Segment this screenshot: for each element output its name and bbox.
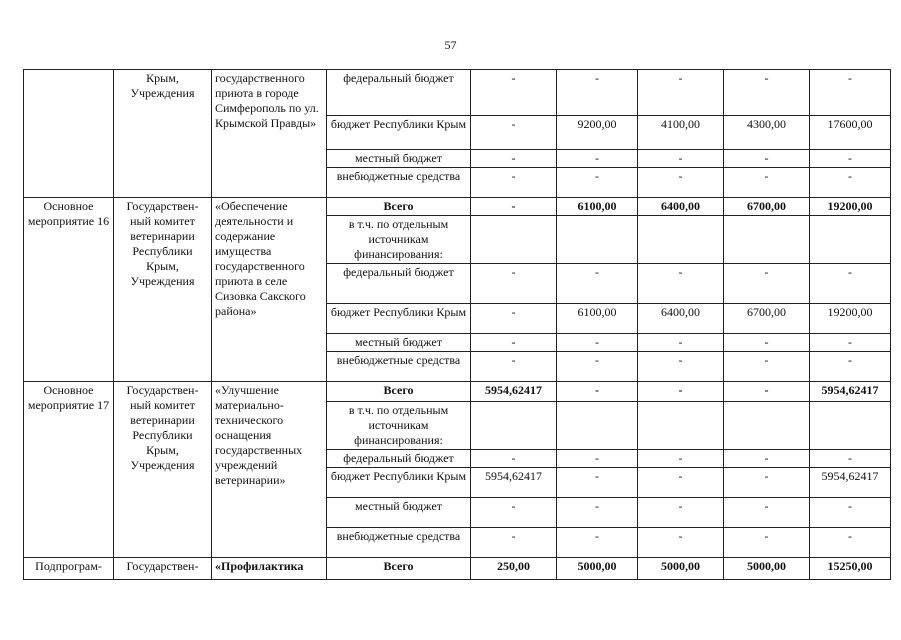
amount-cell: -: [471, 70, 557, 116]
amount-cell: 6100,00: [557, 198, 638, 216]
executor-cell: Государствен-ный комитет ветеринарии Республики Крым, Учреждения: [114, 198, 212, 382]
amount-cell: -: [724, 334, 810, 352]
measure-cell: Основное мероприятие 16: [24, 198, 114, 382]
amount-cell: -: [471, 352, 557, 382]
amount-cell: -: [557, 168, 638, 198]
amount-cell: 4300,00: [724, 116, 810, 150]
amount-cell: 6400,00: [638, 304, 724, 334]
executor-cell: Крым, Учреждения: [114, 70, 212, 198]
amount-cell: 6100,00: [557, 304, 638, 334]
amount-cell: 9200,00: [557, 116, 638, 150]
executor-cell: Государствен-: [114, 558, 212, 580]
title-cell: «Обеспечение деятельности и содержание имущества государственного приюта в селе Сизовка Сакского района»: [212, 198, 327, 382]
amount-cell: -: [724, 382, 810, 402]
amount-cell: 5954,62417: [810, 468, 891, 498]
measure-cell: Основное мероприятие 17: [24, 382, 114, 558]
title-cell: государственного приюта в городе Симферополь по ул. Крымской Правды»: [212, 70, 327, 198]
amount-cell: -: [557, 352, 638, 382]
amount-cell: -: [810, 334, 891, 352]
funding-source-cell: Всего: [327, 198, 471, 216]
title-cell: «Профилактика: [212, 558, 327, 580]
funding-source-cell: внебюджетные средства: [327, 352, 471, 382]
funding-source-cell: внебюджетные средства: [327, 528, 471, 558]
page-number: 57: [444, 38, 457, 52]
amount-cell: 19200,00: [810, 198, 891, 216]
amount-cell: [810, 402, 891, 450]
amount-cell: -: [810, 498, 891, 528]
amount-cell: 5000,00: [638, 558, 724, 580]
amount-cell: -: [810, 70, 891, 116]
measure-cell: Подпрограм-: [24, 558, 114, 580]
amount-cell: -: [557, 150, 638, 168]
amount-cell: -: [724, 150, 810, 168]
funding-source-cell: бюджет Республики Крым: [327, 116, 471, 150]
amount-cell: -: [471, 304, 557, 334]
funding-source-cell: бюджет Республики Крым: [327, 304, 471, 334]
amount-cell: -: [724, 468, 810, 498]
amount-cell: -: [724, 264, 810, 304]
amount-cell: 17600,00: [810, 116, 891, 150]
amount-cell: 5000,00: [724, 558, 810, 580]
amount-cell: -: [471, 450, 557, 468]
amount-cell: -: [724, 70, 810, 116]
amount-cell: -: [724, 498, 810, 528]
funding-source-cell: в т.ч. по отдельным источникам финансирования:: [327, 216, 471, 264]
amount-cell: -: [557, 450, 638, 468]
amount-cell: -: [638, 468, 724, 498]
funding-source-cell: Всего: [327, 558, 471, 580]
amount-cell: [471, 216, 557, 264]
funding-source-cell: в т.ч. по отдельным источникам финансирования:: [327, 402, 471, 450]
amount-cell: -: [638, 498, 724, 528]
amount-cell: 6700,00: [724, 198, 810, 216]
amount-cell: -: [638, 382, 724, 402]
funding-source-cell: внебюджетные средства: [327, 168, 471, 198]
funding-source-cell: бюджет Республики Крым: [327, 468, 471, 498]
amount-cell: 5954,62417: [471, 382, 557, 402]
amount-cell: -: [638, 264, 724, 304]
title-cell: «Улучшение материально-технического оснащения государственных учреждений ветеринарии»: [212, 382, 327, 558]
amount-cell: -: [638, 150, 724, 168]
amount-cell: -: [724, 528, 810, 558]
amount-cell: -: [471, 498, 557, 528]
amount-cell: 5000,00: [557, 558, 638, 580]
amount-cell: 15250,00: [810, 558, 891, 580]
amount-cell: [810, 216, 891, 264]
amount-cell: -: [638, 528, 724, 558]
amount-cell: -: [471, 116, 557, 150]
amount-cell: -: [471, 264, 557, 304]
amount-cell: 5954,62417: [471, 468, 557, 498]
table-row: [24, 558, 891, 580]
amount-cell: -: [557, 264, 638, 304]
amount-cell: -: [471, 198, 557, 216]
amount-cell: -: [810, 352, 891, 382]
amount-cell: -: [557, 70, 638, 116]
amount-cell: -: [638, 70, 724, 116]
amount-cell: -: [638, 352, 724, 382]
table-row: [24, 382, 891, 402]
amount-cell: -: [724, 450, 810, 468]
funding-source-cell: местный бюджет: [327, 498, 471, 528]
amount-cell: [724, 216, 810, 264]
amount-cell: 19200,00: [810, 304, 891, 334]
executor-cell: Государствен-ный комитет ветеринарии Республики Крым, Учреждения: [114, 382, 212, 558]
funding-source-cell: Всего: [327, 382, 471, 402]
amount-cell: -: [557, 382, 638, 402]
amount-cell: [557, 216, 638, 264]
measure-cell: [24, 70, 114, 198]
amount-cell: 250,00: [471, 558, 557, 580]
amount-cell: 5954,62417: [810, 382, 891, 402]
amount-cell: [557, 402, 638, 450]
amount-cell: -: [557, 468, 638, 498]
amount-cell: [638, 216, 724, 264]
amount-cell: 6400,00: [638, 198, 724, 216]
funding-source-cell: местный бюджет: [327, 334, 471, 352]
amount-cell: -: [810, 150, 891, 168]
table-row: [24, 198, 891, 216]
amount-cell: -: [638, 168, 724, 198]
amount-cell: [471, 402, 557, 450]
amount-cell: -: [810, 264, 891, 304]
amount-cell: -: [471, 150, 557, 168]
amount-cell: -: [638, 334, 724, 352]
amount-cell: [638, 402, 724, 450]
amount-cell: 4100,00: [638, 116, 724, 150]
funding-source-cell: местный бюджет: [327, 150, 471, 168]
amount-cell: -: [724, 352, 810, 382]
amount-cell: -: [471, 168, 557, 198]
amount-cell: -: [724, 168, 810, 198]
amount-cell: -: [557, 528, 638, 558]
budget-table: [23, 69, 891, 580]
amount-cell: [724, 402, 810, 450]
table-row: [24, 70, 891, 116]
funding-source-cell: федеральный бюджет: [327, 70, 471, 116]
funding-source-cell: федеральный бюджет: [327, 264, 471, 304]
amount-cell: -: [471, 334, 557, 352]
amount-cell: -: [810, 450, 891, 468]
amount-cell: -: [810, 528, 891, 558]
amount-cell: -: [638, 450, 724, 468]
amount-cell: 6700,00: [724, 304, 810, 334]
amount-cell: -: [471, 528, 557, 558]
amount-cell: -: [557, 334, 638, 352]
amount-cell: -: [557, 498, 638, 528]
amount-cell: -: [810, 168, 891, 198]
funding-source-cell: федеральный бюджет: [327, 450, 471, 468]
